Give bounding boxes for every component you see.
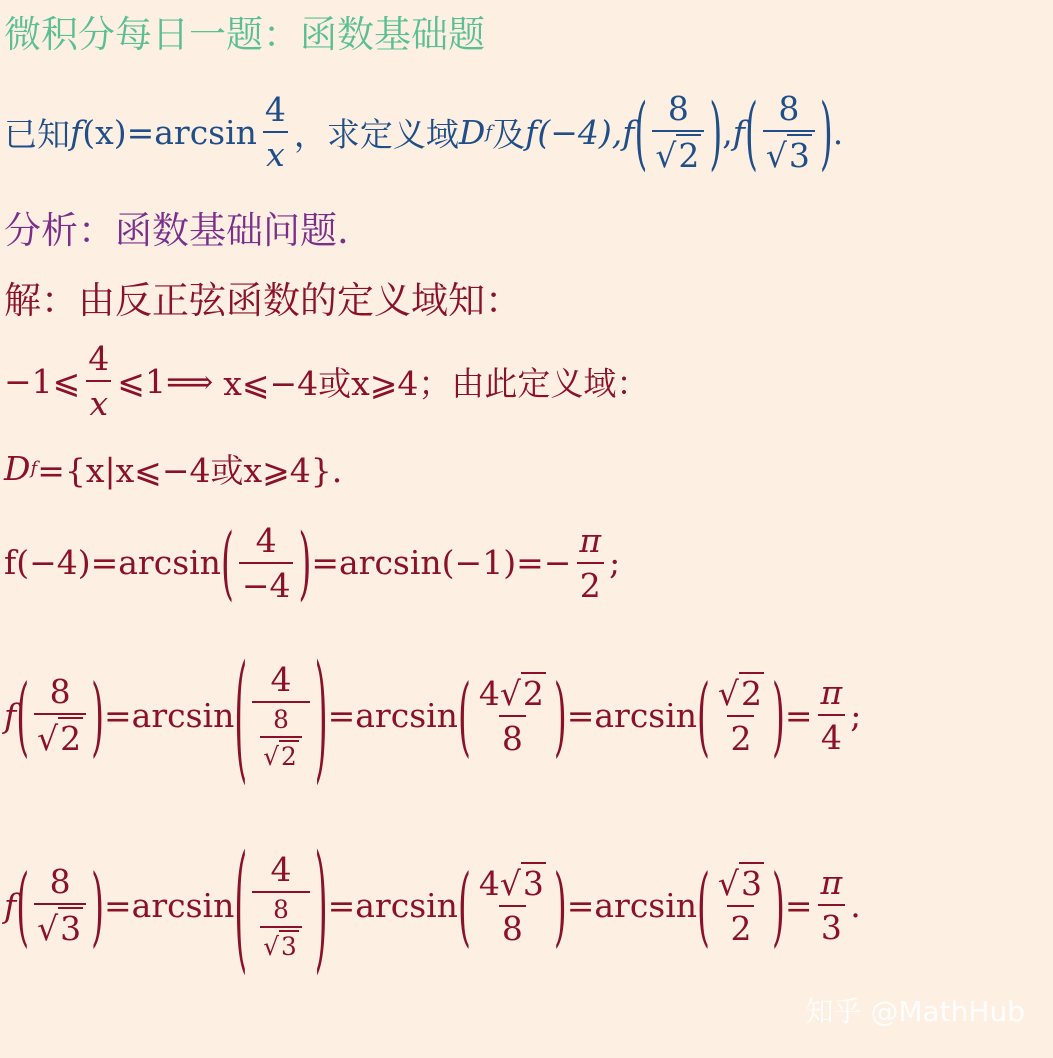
fraction: √ 3 2 (717, 864, 762, 948)
paren-left: ( (744, 85, 758, 179)
domain-sub: f (30, 458, 38, 479)
sqrt: √ 2 (263, 741, 297, 771)
num-8: 8 (778, 89, 800, 128)
step-f-sqrt2 (4, 630, 861, 800)
fraction: √ 2 2 (717, 674, 762, 758)
paren-right: ) (553, 854, 567, 956)
sqrt-3: √ 3 (765, 136, 810, 175)
arcsin: =arcsin (566, 885, 698, 925)
sqrt: √ 3 (499, 864, 544, 903)
paren-right: ) (91, 664, 104, 766)
paren-left: ( (457, 664, 471, 766)
f-minus4: f(−4), (525, 112, 623, 152)
ask-text: 求定义域 (326, 114, 459, 154)
inner-fraction: 8 √ 3 (260, 895, 302, 961)
paren-left: ( (16, 854, 30, 956)
compound-fraction: 4 8 √ 2 (252, 660, 310, 771)
func-name: f (70, 112, 83, 152)
arcsin: =arcsin (327, 695, 458, 735)
paren-left: ( (220, 515, 234, 610)
sqrt: √ 3 (37, 909, 82, 948)
fraction-sqrt3 (763, 89, 815, 175)
domain-symbol: D (458, 112, 486, 152)
sqrt-2: √ 2 (655, 136, 700, 175)
f: f (4, 695, 17, 735)
page-title: 微积分每日一题：函数基础题 (4, 13, 485, 56)
fraction: 8 √ 3 (34, 862, 86, 948)
paren-right: ) (298, 515, 312, 610)
and-text: 及 (492, 114, 526, 154)
pi-fraction: $\frac{\pi}{4}$ (817, 673, 845, 757)
problem-statement: 已知 f (x) =arcsin $\frac{4}{x}$ ， 求定义域 D f 及 f(−4), f ( 8 √ 2 ) , f ( 8 √ 3 ) . (4, 85, 844, 179)
fraction-denominator: x (263, 131, 288, 174)
period: . (832, 112, 844, 152)
fraction: 4√ 3 8 (478, 864, 544, 948)
sqrt: √ 2 (499, 674, 544, 713)
equals: = (784, 885, 813, 925)
func-arg: (x) (82, 112, 127, 152)
f-sqrt3: f (732, 112, 745, 152)
domain-symbol: D (4, 449, 31, 488)
paren-right: ) (771, 854, 785, 956)
fraction: $\frac{4}{x}$ (88, 339, 110, 423)
paren-left: ( (634, 85, 648, 179)
arcsin: =arcsin (327, 885, 458, 925)
fraction: $\frac{4}{-4}$ (239, 521, 294, 605)
fraction-numerator: 4 (264, 90, 286, 129)
sqrt: √ 2 (717, 674, 762, 713)
comma: ， (293, 114, 327, 154)
paren-left: ( (16, 664, 30, 766)
period: . (850, 885, 861, 925)
semicolon: ; (609, 543, 621, 582)
watermark: 知乎 @MathHub (805, 995, 1025, 1028)
lhs: f(−4)=arcsin (4, 543, 221, 582)
f-sqrt2: f (622, 112, 635, 152)
arcsin: =arcsin (104, 885, 235, 925)
paren-right: ) (819, 85, 833, 179)
semicolon: ; (850, 695, 862, 735)
sqrt: √ 2 (37, 719, 82, 758)
paren-right: ) (709, 85, 723, 179)
sqrt: √ 3 (263, 931, 297, 961)
inner-fraction: 8 √ 2 (260, 705, 302, 771)
paren-left: ( (457, 854, 471, 956)
domain-set: ={x|x⩽−4或x⩾4}. (37, 451, 343, 490)
ineq-left: −1⩽ (4, 361, 81, 401)
pi-fraction: $\frac{\pi}{3}$ (817, 863, 845, 947)
paren-right: ) (771, 664, 785, 766)
paren-right: ) (553, 664, 567, 766)
paren-right: ) (314, 633, 328, 797)
fraction (262, 90, 289, 174)
num-8: 8 (667, 89, 689, 128)
paren-left: ( (697, 854, 710, 956)
arcsin-text: =arcsin (126, 112, 257, 152)
paren-left: ( (234, 633, 248, 797)
paren-left: ( (234, 823, 248, 987)
step-domain (4, 445, 342, 492)
equals: = (784, 695, 813, 735)
paren-left: ( (697, 664, 710, 766)
arcsin: =arcsin (104, 695, 235, 735)
step-f-sqrt3 (4, 820, 861, 990)
step-inequality (4, 336, 649, 426)
ineq-right: ⩽1⟹ (117, 361, 214, 401)
fraction-sqrt2 (652, 89, 704, 175)
sqrt: √ 3 (717, 864, 762, 903)
domain-sub: f (485, 121, 493, 143)
mid: =arcsin(−1)=− (311, 543, 572, 582)
analysis-text: 分析：函数基础问题. (4, 209, 349, 252)
fraction: 4√ 2 8 (478, 674, 544, 758)
solution-intro: 解：由反正弦函数的定义域知： (4, 279, 522, 322)
ineq-condition: x⩽−4或x⩾4；由此定义域： (223, 363, 650, 403)
paren-right: ) (314, 823, 328, 987)
arcsin: =arcsin (566, 695, 698, 735)
pi-fraction: $\frac{\pi}{2}$ (576, 521, 604, 605)
compound-fraction: 4 8 √ 3 (252, 850, 310, 961)
paren-right: ) (91, 854, 104, 956)
step-f-minus4 (4, 515, 620, 610)
fraction: 8 √ 2 (34, 672, 86, 758)
problem-prefix: 已知 (4, 114, 70, 154)
f: f (4, 885, 17, 925)
